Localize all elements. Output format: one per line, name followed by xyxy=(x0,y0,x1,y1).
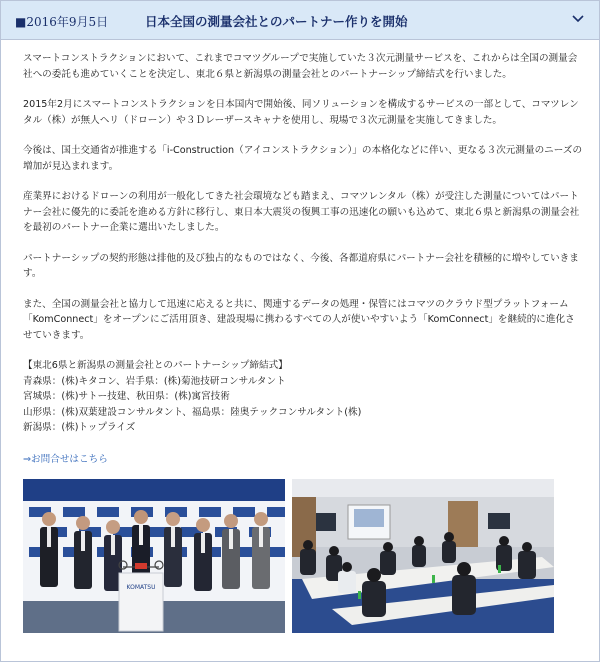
news-date: ■2016年9月5日 xyxy=(15,15,109,29)
meeting-illustration xyxy=(292,479,554,633)
partner-heading: 【東北6県と新潟県の測量会社とのパートナーシップ締結式】 xyxy=(23,360,288,371)
chevron-down-icon[interactable] xyxy=(571,14,585,24)
meeting-photo xyxy=(292,479,554,633)
podium-label: KOMATSU xyxy=(126,584,156,591)
partner-line: 山形県：(株)双葉建設コンサルタント、福島県：陸奥テックコンサルタント(株) xyxy=(23,406,362,418)
contact-link[interactable]: ⇒お問合せはこちら xyxy=(23,453,108,465)
paragraph: 産業界におけるドローンの利用が一般化してきた社会環境なども踏まえ、コマツレンタル（株）が受注した測量についてはパートナー会社に優先的に委託を進める方針に移行し、東日本大震災の復興工事の迅速化の願いも込めて、東北６県と新潟県の測量会社を最初のパートナー企業に選出いたしました。 xyxy=(23,191,580,233)
paragraph: また、全国の測量会社と協力して迅速に応えると共に、関連するデータの処理・保管にはコマツのクラウド型プラットフォーム「KomConnect」をオープンにご活用頂き、建設現場に携わるすべての人が使いやすいよう「KomConnect」を継続的に進化させていきます。 xyxy=(23,298,575,341)
partner-line: 宮城県：(株)サトー技建、秋田県：(株)寓宮技術 xyxy=(23,391,230,402)
ceremony-photo xyxy=(23,479,285,633)
news-title: 日本全国の測量会社とのパートナー作りを開始 xyxy=(145,14,408,29)
partner-line: 新潟県：(株)トップライズ xyxy=(23,422,136,433)
paragraph: パートナーシップの契約形態は排他的及び独占的なものではなく、今後、各都道府県にパートナー会社を積極的に増やしていきます。 xyxy=(23,252,579,279)
news-body xyxy=(23,51,583,467)
ceremony-illustration xyxy=(23,479,285,633)
paragraph: 今後は、国土交通省が推進する「i-Construction（アイコンストラクション）」の本格化などに伴い、更なる３次元測量のニーズの増加が見込まれます。 xyxy=(23,145,583,172)
paragraph: 2015年2月にスマートコンストラクションを日本国内で開始後、同ソリューションを構成するサービスの一部として、コマツレンタル（株）が無人ヘリ（ドローン）や３Ｄレーザースキャナを使用し、現場で３次元測量を実施してきました。 xyxy=(23,99,579,126)
partner-list xyxy=(23,358,583,436)
news-header[interactable] xyxy=(1,1,599,40)
paragraph: スマートコンストラクションにおいて、これまでコマツグループで実施していた３次元測量サービスを、これからは全国の測量会社への委託も進めていくことを決定し、東北６県と新潟県の測量会社とのパートナーシップ締結式を行いました。 xyxy=(23,53,578,80)
partner-line: 青森県：(株)キタコン、岩手県：(株)菊池技研コンサルタント xyxy=(23,375,286,387)
